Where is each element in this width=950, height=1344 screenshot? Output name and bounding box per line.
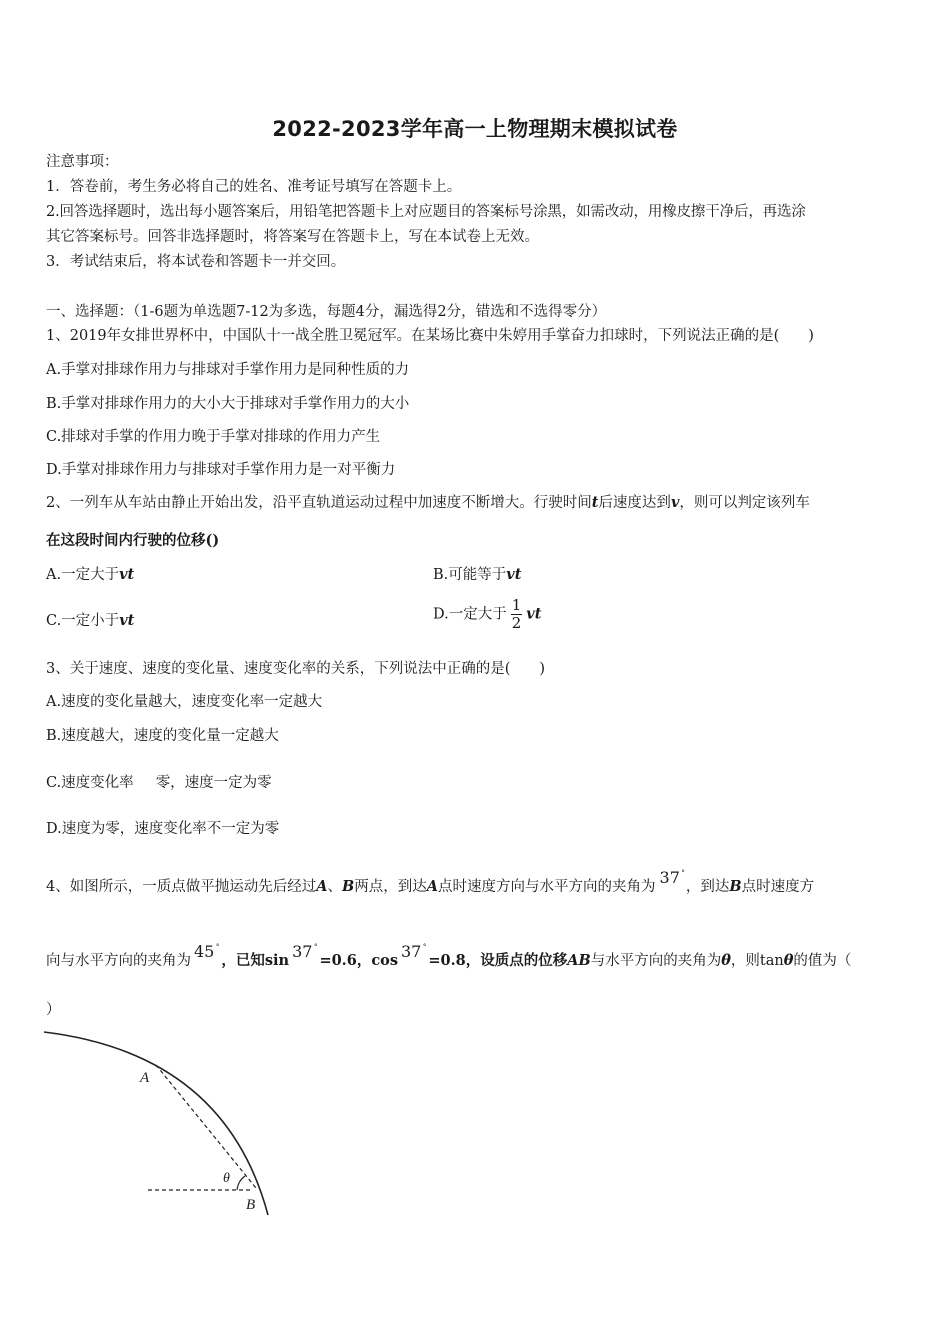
q2-var-t: t [591, 494, 599, 511]
q4-line-1 [46, 868, 815, 896]
q2-vt: vt [119, 612, 135, 629]
angle-37-value: 37 [400, 942, 422, 961]
angle-37 [659, 868, 685, 887]
angle-37-value: 37 [292, 942, 313, 961]
notice-item-2: 2.回答选择题时，选出每小题答案后，用铅笔把答题卡上对应题目的答案标号涂黑，如需改动，用橡皮擦干净后，再选涂 [46, 204, 806, 220]
displacement-ab-line [156, 1065, 256, 1188]
theta-symbol: θ [721, 952, 731, 969]
q3-option-c-part-b: 零，速度一定为零 [155, 775, 272, 791]
angle-37 [292, 942, 318, 961]
q2-vt: vt [506, 566, 522, 583]
figure-label-b: B [246, 1197, 256, 1213]
degree-symbol: ° [215, 943, 220, 951]
section-heading: 一、选择题：（1-6题为单选题7-12为多选，每题4分，漏选得2分，错选和不选得零分） [46, 304, 607, 320]
angle-45-value: 45 [194, 942, 215, 961]
degree-symbol: ° [422, 943, 427, 951]
notice-item-2-cont: 其它答案标号。回答非选择题时，将答案写在答题卡上，写在本试卷上无效。 [46, 229, 539, 245]
exam-title: 2022-2023学年高一上物理期末模拟试卷 [272, 117, 678, 141]
notice-item-3: 3．考试结束后，将本试卷和答题卡一并交回。 [46, 254, 346, 270]
q2-stem-part-b: 后速度达到 [598, 495, 671, 511]
figure-label-theta: θ [223, 1171, 230, 1186]
angle-45 [194, 942, 220, 961]
q4-text: 的值为（ [793, 953, 852, 969]
degree-symbol: ° [681, 869, 685, 877]
theta-symbol: θ [783, 952, 794, 969]
q4-text: 两点，到达 [354, 879, 427, 895]
q4-text: 、 [327, 879, 342, 895]
q4-text: ，已知sin [221, 952, 290, 969]
figure-label-a: A [140, 1070, 150, 1086]
q4-text: 4、如图所示，一质点做平抛运动先后经过 [46, 879, 317, 895]
q2-option-d [433, 598, 541, 631]
fraction-numerator: 1 [511, 596, 522, 614]
q2-option-c-text: C.一定小于 [46, 613, 120, 629]
fraction-denominator: 2 [511, 614, 522, 632]
point-a-label: A [426, 878, 439, 895]
trajectory-curve [44, 1032, 268, 1215]
q4-line-3: ） [46, 1002, 61, 1018]
notice-heading: 注意事项： [46, 154, 119, 170]
q3-option-a: A.速度的变化量越大，速度变化率一定越大 [46, 694, 323, 710]
q2-var-v: v [670, 494, 680, 511]
q1-option-d: D.手掌对排球作用力与排球对手掌作用力是一对平衡力 [46, 462, 396, 478]
q4-text: ，则tan [730, 953, 784, 969]
angle-37 [400, 942, 427, 961]
q2-vt: vt [119, 566, 135, 583]
q3-option-c [46, 774, 272, 792]
q3-stem: 3、关于速度、速度的变化量、速度变化率的关系，下列说法中正确的是( ) [46, 661, 546, 677]
point-b-label: B [729, 878, 742, 895]
q4-text: ，到达 [685, 879, 730, 895]
q4-line-2 [46, 942, 852, 970]
q4-text: 与水平方向的夹角为 [590, 953, 722, 969]
q2-option-b-text: B.可能等于 [433, 567, 507, 583]
q1-stem: 1、2019年女排世界杯中，中国队十一战全胜卫冕冠军。在某场比赛中朱婷用手掌奋力扣球时，下列说法正确的是( ) [46, 328, 814, 344]
angle-37-value: 37 [659, 868, 680, 887]
degree-symbol: ° [313, 943, 318, 951]
q3-option-d: D.速度为零，速度变化率不一定为零 [46, 821, 280, 837]
q4-text: 向与水平方向的夹角为 [46, 953, 191, 969]
point-b-label: B [342, 878, 355, 895]
q4-text: 点时速度方向与水平方向的夹角为 [438, 879, 656, 895]
q2-stem-line2: 在这段时间内行驶的位移() [46, 532, 220, 549]
q2-vt: vt [526, 605, 542, 623]
q2-option-b [433, 566, 521, 584]
q3-option-b: B.速度越大，速度的变化量一定越大 [46, 728, 279, 744]
q2-stem [46, 494, 810, 512]
point-a-label: A [316, 878, 328, 895]
segment-ab-label: AB [567, 952, 591, 969]
notice-item-1: 1．答卷前，考生务必将自己的姓名、准考证号填写在答题卡上。 [46, 179, 462, 195]
q2-option-d-text: D.一定大于 [433, 606, 507, 623]
q2-option-a-text: A.一定大于 [46, 567, 120, 583]
theta-angle-arc [237, 1176, 245, 1190]
one-half-fraction [511, 598, 523, 631]
q4-text: 点时速度方 [741, 879, 815, 895]
q4-text: =0.8，设质点的位移 [428, 952, 568, 969]
q4-text: =0.6，cos [319, 952, 398, 969]
q1-option-c: C.排球对手掌的作用力晚于手掌对排球的作用力产生 [46, 429, 381, 445]
q3-option-c-part-a: C.速度变化率 [46, 775, 134, 791]
q2-option-c [46, 612, 134, 630]
q1-option-a: A.手掌对排球作用力与排球对手掌作用力是同种性质的力 [46, 362, 410, 378]
projectile-figure [40, 1020, 290, 1225]
q1-option-b: B.手掌对排球作用力的大小大于排球对手掌作用力的大小 [46, 396, 410, 412]
q2-stem-part-a: 2、一列车从车站由静止开始出发，沿平直轨道运动过程中加速度不断增大。行驶时间 [46, 495, 592, 511]
q2-stem-part-c: ，则可以判定该列车 [679, 495, 810, 511]
q2-option-a [46, 566, 134, 584]
